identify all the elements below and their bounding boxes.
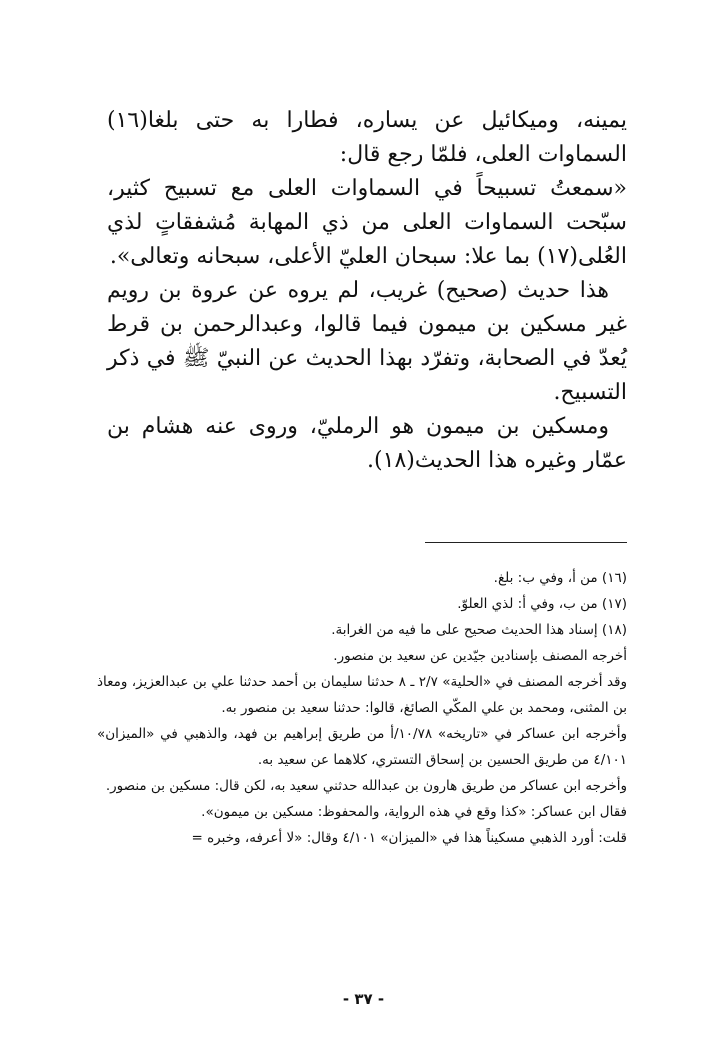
footnote-line: أخرجه المصنف بإسنادين جيّدين عن سعيد بن منصور. — [333, 648, 627, 664]
page-number: - ٣٧ - — [342, 990, 385, 1008]
footnote-line: وقد أخرجه المصنف في «الحلية» ٢/٧ ـ ٨ حدثنا سليمان بن أحمد حدثنا علي بن عبدالعزيز، ومعاذ بن المثنى، ومحمد بن علي المكّي الصائغ، قالوا: حدثنا سعيد بن منصور به. — [97, 674, 628, 716]
main-paragraph-quote: «سمعتُ تسبيحاً في السماوات العلى مع تسبيح كثير، سبّحت السماوات العلى من ذي المهابة مُشفقاتٍ لذي العُلى(١٧) بما علا: سبحان العليّ الأعلى، سبحانه وتعالى». — [107, 176, 627, 269]
footnotes-block — [97, 565, 627, 851]
footnote-line: فقال ابن عساكر: «كذا وقع في هذه الرواية، والمحفوظ: مسكين بن ميمون». — [201, 804, 627, 820]
footnote: (١٧) من ب، وفي أ: لذي العلوّ. — [457, 596, 627, 612]
footnote: (١٨) إسناد هذا الحديث صحيح على ما فيه من الغرابة. — [331, 622, 627, 638]
footnote-line: قلت: أورد الذهبي مسكيناً هذا في «الميزان» ٤/١٠١ وقال: «لا أعرفه، وخبره = — [191, 830, 627, 846]
footnote-line: وأخرجه ابن عساكر في «تاريخه» ١٠/٧٨/أ من طريق إبراهيم بن فهد، والذهبي في «الميزان» ٤/١٠١ من طريق الحسين بن إسحاق التستري، كلاهما عن سعيد به. — [97, 726, 627, 768]
footnote-line: وأخرجه ابن عساكر من طريق هارون بن عبدالله حدثني سعيد به، لكن قال: مسكين بن منصور. — [105, 778, 627, 794]
footnote: (١٦) من أ، وفي ب: بلغ. — [493, 570, 627, 586]
main-paragraph: هذا حديث (صحيح) غريب، لم يروه عن عروة بن رويم غير مسكين بن ميمون فيما قالوا، وعبدالرحمن بن قرط يُعدّ في الصحابة، وتفرّد بهذا الحديث عن النبيّ ﷺ في ذكر التسبيح. — [107, 278, 627, 405]
main-paragraph: يمينه، وميكائيل عن يساره، فطارا به حتى بلغا(١٦) السماوات العلى، فلمّا رجع قال: — [107, 108, 627, 167]
main-paragraph: ومسكين بن ميمون هو الرمليّ، وروى عنه هشام بن عمّار وغيره هذا الحديث(١٨). — [107, 414, 627, 473]
footnote-separator — [425, 542, 627, 543]
main-text-block — [107, 104, 627, 478]
